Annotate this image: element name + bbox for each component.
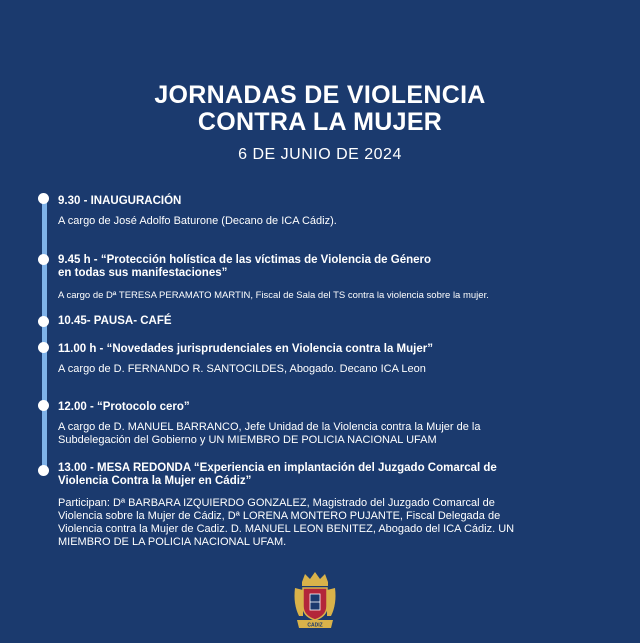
item-description-line: Violencia sobre la Mujer de Cádiz, Dª LORENA MONTERO PUJANTE, Fiscal Delegada de xyxy=(58,510,501,522)
timeline-dot xyxy=(38,193,49,204)
item-title: 10.45- PAUSA- CAFÉ xyxy=(58,315,172,327)
item-description: A cargo de D. FERNANDO R. SANTOCILDES, Abogado. Decano ICA Leon xyxy=(58,363,426,375)
program-item-proteccion xyxy=(58,254,578,302)
item-title: 11.00 h - “Novedades jurisprudenciales en Violencia contra la Mujer” xyxy=(58,343,433,355)
item-title-line: en todas sus manifestaciones” xyxy=(58,267,228,279)
item-description xyxy=(58,497,578,549)
timeline-dot xyxy=(38,400,49,411)
item-title: 12.00 - “Protocolo cero” xyxy=(58,401,190,413)
program-item-inauguracion xyxy=(58,195,578,228)
crest-label: CADIZ xyxy=(307,622,323,629)
program-item-pausa xyxy=(58,315,578,328)
crest-logo xyxy=(291,570,339,632)
program-item-protocolo xyxy=(58,401,578,447)
item-title xyxy=(58,254,578,280)
item-title-line: 9.45 h - “Protección holística de las víctimas de Violencia de Género xyxy=(58,254,432,266)
item-title xyxy=(58,462,578,488)
timeline-line xyxy=(42,197,47,474)
page-title xyxy=(0,82,640,136)
item-description xyxy=(58,421,578,447)
item-description: A cargo de Dª TERESA PERAMATO MARTIN, Fiscal de Sala del TS contra la violencia sobre la mujer. xyxy=(58,290,489,301)
item-title-line: Violencia Contra la Mujer en Cádiz” xyxy=(58,475,252,487)
program-item-mesa-redonda xyxy=(58,462,578,549)
mantle-left xyxy=(295,588,304,616)
item-description-line: Subdelegación del Gobierno y UN MIEMBRO DE POLICIA NACIONAL UFAM xyxy=(58,434,437,446)
item-title: 9.30 - INAUGURACIÓN xyxy=(58,195,182,207)
mantle-right xyxy=(327,588,336,616)
item-title-line: 13.00 - MESA REDONDA “Experiencia en implantación del Juzgado Comarcal de xyxy=(58,462,497,474)
header xyxy=(0,82,640,164)
crown-icon xyxy=(302,572,328,582)
item-description-line: MIEMBRO DE LA POLICIA NACIONAL UFAM. xyxy=(58,536,287,548)
timeline-dot xyxy=(38,342,49,353)
timeline-dot xyxy=(38,465,49,476)
item-description-line: Violencia contra la Mujer de Cadiz. D. MANUEL LEON BENITEZ, Abogado del ICA Cádiz. UN xyxy=(58,523,515,535)
program-item-novedades xyxy=(58,343,578,376)
timeline-dot xyxy=(38,254,49,265)
item-description-line: A cargo de D. MANUEL BARRANCO, Jefe Unidad de la Violencia contra la Mujer de la xyxy=(58,421,481,433)
crown-band xyxy=(302,582,328,586)
timeline-dot xyxy=(38,316,49,327)
title-line-2: CONTRA LA MUJER xyxy=(197,108,443,136)
title-line-1: JORNADAS DE VIOLENCIA xyxy=(154,81,486,109)
item-description-line: Participan: Dª BARBARA IZQUIERDO GONZALEZ, Magistrado del Juzgado Comarcal de xyxy=(58,497,495,509)
event-date: 6 DE JUNIO DE 2024 xyxy=(238,146,402,163)
item-description: A cargo de José Adolfo Baturone (Decano de ICA Cádiz). xyxy=(58,215,337,227)
